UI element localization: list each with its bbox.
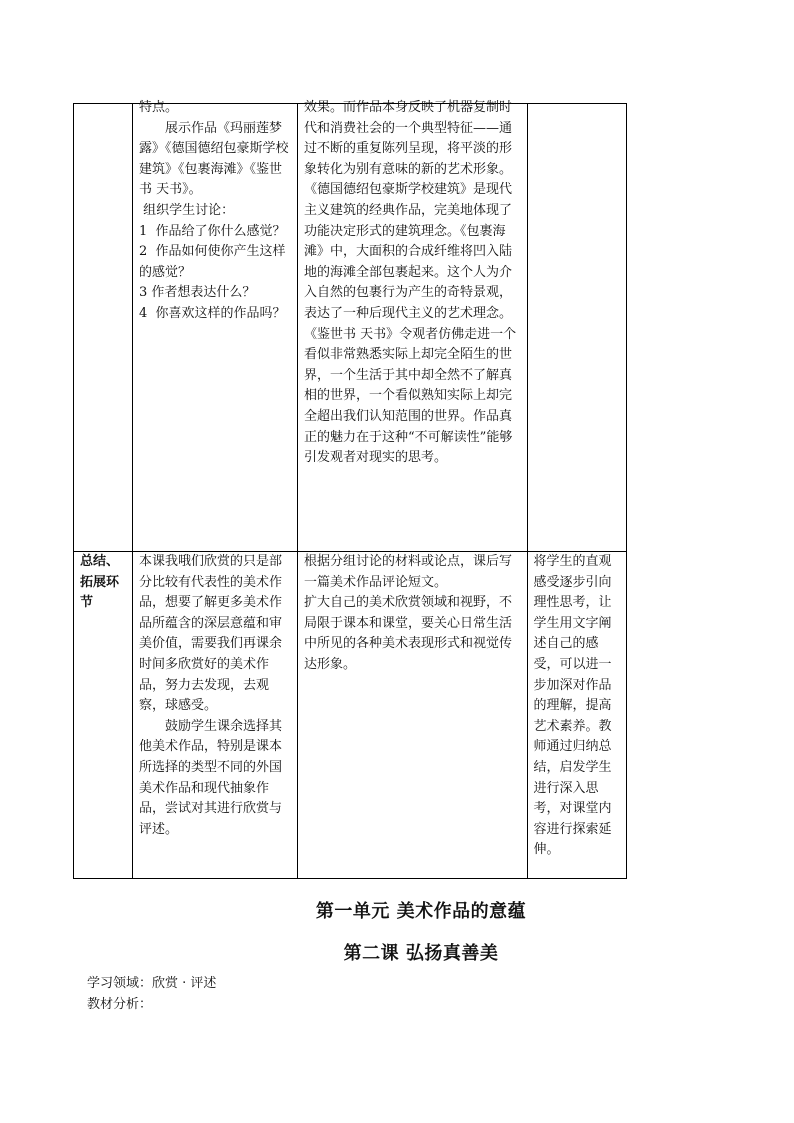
paragraph: 根据分组讨论的材料或论点，课后写一篇美术作品评论短文。 bbox=[304, 554, 513, 590]
lesson-plan-table bbox=[73, 100, 627, 879]
paragraph: 组织学生讨论： bbox=[139, 202, 235, 218]
paragraph: 展示作品《玛丽莲梦露》《德国德绍包豪斯学校建筑》《包裹海滩》《鉴世书 天书》。 bbox=[139, 120, 289, 198]
table-row bbox=[74, 552, 627, 879]
paragraph: 特点。 bbox=[139, 100, 179, 115]
unit-title: 第一单元 美术作品的意蕴 bbox=[315, 901, 527, 922]
design-intent-cell bbox=[527, 104, 626, 552]
paragraph: 本课我哦们欣赏的只是部分比较有代表性的美术作品，想要了解更多美术作品所蕴含的深层意蕴和审美价值，需要我们再课余时间多欣赏好的美术作品，努力去发现，去观察，球感受。 bbox=[139, 554, 283, 714]
stage-label-cell bbox=[74, 104, 133, 552]
paragraph: 4 你喜欢这样的作品吗？ bbox=[139, 305, 286, 321]
paragraph: 鼓励学生课余选择其他美术作品，特别是课本所选择的类型不同的外国美术作品和现代抽象作品，尝试对其进行欣赏与评述。 bbox=[139, 718, 283, 837]
paragraph: 效果。而作品本身反映了机器复制时代和消费社会的一个典型特征——通过不断的重复陈列呈现，将平淡的形象转化为别有意味的新的艺术形象。《德国德绍包豪斯学校建筑》是现代主义建筑的经典作品，完美地体现了功能决定形式的建筑理念。《包裹海滩》中，大面积的合成纤维将凹入陆地的海滩全部包裹起来。这个人为介入自然的包裹行为产生的奇特景观，表达了一种后现代主义的艺术理念。《鉴世书 天书》令观者仿佛走进一个看似非常熟悉实际上却完全陌生的世界，一个生活于其中却全然不了解真相的世界，一个看似熟知实际上却完全超出我们认知范围的世界。作品真正的魅力在于这种“不可解读性”能够引发观者对现实的思考。 bbox=[304, 100, 517, 466]
paragraph: 将学生的直观感受逐步引向理性思考，让学生用文字阐述自己的感受，可以进一步加深对作品的理解，提高艺术素养。教师通过归纳总结，启发学生进行深入思考，对课堂内容进行探索延伸。 bbox=[533, 554, 612, 858]
student-activity-cell bbox=[298, 100, 528, 552]
student-activity-cell bbox=[298, 552, 528, 879]
teacher-activity-cell bbox=[133, 552, 298, 879]
textbook-analysis-line: 教材分析： bbox=[87, 997, 153, 1012]
table-row bbox=[74, 104, 627, 552]
paragraph: 2 作品如何使你产生这样的感觉？ bbox=[139, 244, 286, 280]
paragraph: 1 作品给了你什么感觉？ bbox=[139, 223, 286, 239]
teacher-activity-cell bbox=[133, 100, 298, 552]
lesson-title: 第二课 弘扬真善美 bbox=[343, 943, 499, 964]
paragraph: 3 作者想表达什么？ bbox=[139, 285, 256, 301]
paragraph: 扩大自己的美术欣赏领域和视野，不局限于课本和课堂，要关心日常生活中所见的各种美术表现形式和视觉传达形象。 bbox=[304, 595, 513, 672]
stage-label-cell: 总结、拓展环节 bbox=[74, 552, 133, 879]
learning-domain-line: 学习领域：欣赏 · 评述 bbox=[87, 976, 217, 991]
design-intent-cell bbox=[527, 552, 626, 879]
